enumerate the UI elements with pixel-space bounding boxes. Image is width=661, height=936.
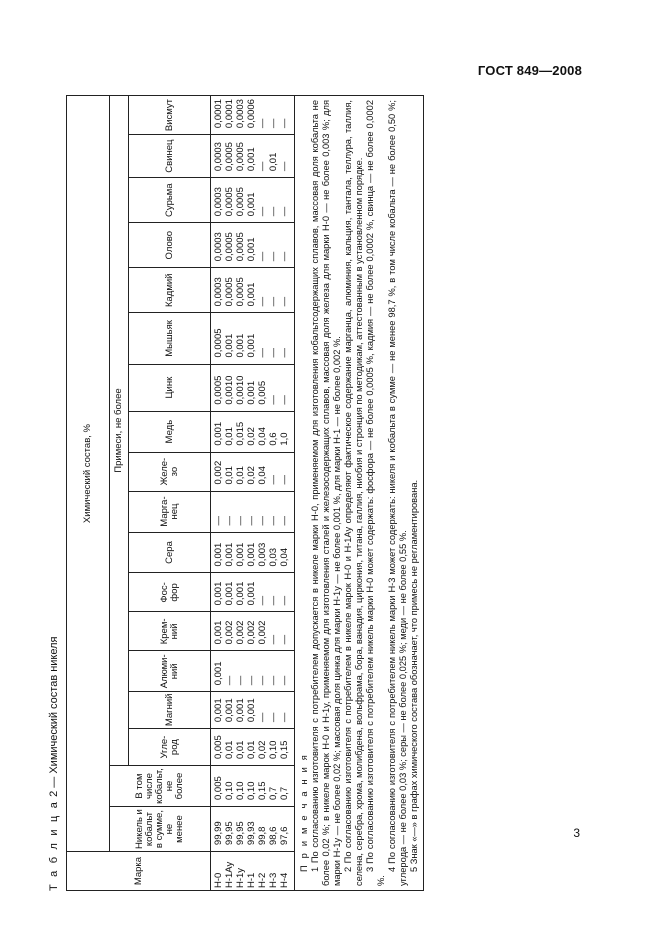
value-cell: 0,0003 [211,268,226,313]
value-cell: — [280,135,295,178]
value-cell: — [258,573,269,612]
value-cell: 0,001 [247,532,258,573]
value-cell: — [280,692,295,729]
value-cell: 0,10 [236,766,247,807]
notes-title: П р и м е ч а н и я [299,752,309,872]
value-cell: 0,0005 [211,364,226,411]
value-cell: 0,003 [258,532,269,573]
value-cell: — [247,651,258,692]
value-cell: 0,03 [269,532,280,573]
value-cell: 0,0005 [225,135,236,178]
value-cell: — [269,573,280,612]
value-cell: 0,001 [225,692,236,729]
value-cell: 0,002 [211,452,226,491]
value-cell: — [247,491,258,532]
value-cell: 0,001 [247,573,258,612]
page-number: 3 [573,826,580,840]
value-cell: — [269,178,280,223]
col-header-antimony: Сурьма [129,178,211,223]
value-cell: 0,0005 [236,178,247,223]
rotated-table-block [48,95,608,891]
value-cell: — [269,223,280,268]
value-cell: 0,0010 [236,364,247,411]
value-cell: 0,10 [225,766,236,807]
value-cell: 0,005 [211,729,226,766]
col-header-tin: Олово [129,223,211,268]
value-cell: — [269,268,280,313]
value-cell: 0,01 [236,729,247,766]
value-cell: 0,001 [211,651,226,692]
col-header-nickel-cobalt: Никель и кобальт в сумме, не менее [110,807,211,852]
value-cell: 0,01 [225,411,236,452]
value-cell: — [225,651,236,692]
value-cell: 0,001 [211,532,226,573]
value-cell: 99,8 [258,807,269,852]
col-header-cadmium: Кадмий [129,268,211,313]
value-cell: 0,10 [269,729,280,766]
col-header-zinc: Цинк [129,364,211,411]
value-cell: 0,001 [236,532,247,573]
value-cell: 99,93 [247,807,258,852]
col-header-arsenic: Мышьяк [129,313,211,364]
value-cell: — [258,135,269,178]
value-cell: 0,001 [211,612,226,651]
note-2: 2 По согласованию изготовителя с потребителем в никеле марок Н-0 и Н-1Ау определяют фактическое содержание марганца, алюминия, кальция, тантала, теллура, таллия, селена, серебра, хрома, молибдена, вольфрама, бора, ванадия, циркония, титана, галлия, ниобия и стронция по методикам, аттестованным в установленном порядке. [342,100,364,886]
value-cell: 0,02 [247,452,258,491]
impurities-header: Примеси, не более [110,96,129,766]
value-cell: 0,001 [211,692,226,729]
caption-lead: Т а б л и ц а [48,799,60,891]
grade-cell: Н-3 [269,852,280,891]
caption-text: 2 — Химический состав никеля [48,636,60,800]
value-cell: 0,0005 [211,313,226,364]
col-header-grade: Марка [67,852,211,891]
table-body [211,96,295,891]
value-cell: 0,001 [225,573,236,612]
value-cell: — [236,651,247,692]
value-cell: 0,001 [225,532,236,573]
value-cell: 0,0005 [236,223,247,268]
grade-cell: Н-4 [280,852,295,891]
value-cell: 0,0005 [236,135,247,178]
value-cell: 0,04 [258,452,269,491]
value-cell: 0,10 [247,766,258,807]
value-cell: 0,0005 [225,178,236,223]
value-cell: 0,001 [247,223,258,268]
grade-cell: Н-1 [247,852,258,891]
value-cell: 0,001 [247,313,258,364]
value-cell: 0,7 [269,766,280,807]
value-cell: 0,04 [258,411,269,452]
value-cell: — [280,452,295,491]
value-cell: — [269,452,280,491]
value-cell: 0,001 [247,692,258,729]
table-row [211,96,226,891]
value-cell: 0,0003 [211,223,226,268]
value-cell: 0,001 [247,268,258,313]
value-cell: 99,99 [211,807,226,852]
value-cell: 97,6 [280,807,295,852]
value-cell: 0,015 [236,411,247,452]
value-cell: 0,01 [247,729,258,766]
grade-cell: Н-2 [258,852,269,891]
value-cell: 0,001 [236,692,247,729]
value-cell: — [269,692,280,729]
value-cell: — [225,491,236,532]
col-header-lead: Свинец [129,135,211,178]
value-cell: 0,002 [236,612,247,651]
value-cell: — [280,612,295,651]
col-header-cobalt: В том числе кобальт, не более [110,766,211,807]
value-cell: — [280,573,295,612]
value-cell: 0,001 [247,135,258,178]
grade-cell: Н-0 [211,852,226,891]
value-cell: 0,04 [280,532,295,573]
col-header-manganese: Марга-нец [129,491,211,532]
col-header-bismuth: Висмут [129,96,211,135]
note-3: 3 По согласованию изготовителя с потребителем никель марки Н-0 может содержать: фосфора — не более 0,0005 %, кадмия — не более 0,0002 %, свинца — не более 0,0002 %. [364,100,386,886]
value-cell: 0,001 [247,178,258,223]
value-cell: 98,6 [269,807,280,852]
value-cell: 0,15 [258,766,269,807]
value-cell: 99,95 [225,807,236,852]
value-cell: — [258,96,269,135]
value-cell: — [258,651,269,692]
grade-cell: Н-1Ау [225,852,236,891]
value-cell: 0,002 [258,612,269,651]
value-cell: 0,005 [258,364,269,411]
value-cell: 0,02 [247,411,258,452]
value-cell: 0,0001 [211,96,226,135]
value-cell: 0,001 [236,313,247,364]
value-cell: 0,0006 [247,96,258,135]
note-5: 5 Знак «—» в графах химического состава обозначает, что примесь не регламентирована. [408,479,419,872]
value-cell: — [280,364,295,411]
value-cell: 0,7 [280,766,295,807]
value-cell: 0,0005 [236,268,247,313]
table-row [280,96,295,891]
value-cell: — [258,178,269,223]
value-cell: — [258,268,269,313]
col-header-iron: Желе-зо [129,452,211,491]
value-cell: 0,001 [211,411,226,452]
col-header-aluminium: Алюми-ний [129,651,211,692]
value-cell: — [269,612,280,651]
note-4: 4 По согласованию изготовителя с потребителем никель марки Н-3 может содержать: никеля и кобальта в сумме — не менее 98,7 %, в том числе кобальта — не более 0,50 %; углерода — не более 0,03 %; серы — не более 0,025 %; меди — не более 0,55 %. [386,100,408,886]
value-cell: 0,0001 [225,96,236,135]
value-cell: — [258,491,269,532]
value-cell: — [280,178,295,223]
value-cell: 0,15 [280,729,295,766]
value-cell: — [280,96,295,135]
value-cell: — [269,364,280,411]
value-cell: 0,001 [236,573,247,612]
value-cell: — [258,313,269,364]
value-cell: — [269,313,280,364]
value-cell: 0,002 [247,612,258,651]
value-cell: 0,0005 [225,223,236,268]
value-cell: 0,0005 [225,268,236,313]
value-cell: 0,002 [225,612,236,651]
col-header-carbon: Угле-род [129,729,211,766]
col-header-magnesium: Магний [129,692,211,729]
value-cell: 0,6 [269,411,280,452]
value-cell: 0,0003 [211,178,226,223]
value-cell: — [280,313,295,364]
value-cell: — [258,692,269,729]
value-cell: 0,001 [211,573,226,612]
standard-designation: ГОСТ 849—2008 [477,63,582,78]
value-cell: 0,0003 [211,135,226,178]
value-cell: — [280,223,295,268]
value-cell: 0,01 [225,452,236,491]
value-cell: — [280,491,295,532]
col-header-copper: Медь [129,411,211,452]
value-cell: — [269,651,280,692]
value-cell: — [280,651,295,692]
value-cell: — [280,268,295,313]
value-cell: — [269,96,280,135]
value-cell: — [211,491,226,532]
value-cell: — [258,223,269,268]
value-cell: 0,02 [258,729,269,766]
grade-cell: Н-1у [236,852,247,891]
group-header: Химический состав, % [67,96,110,852]
notes-cell [295,96,424,891]
value-cell: — [236,491,247,532]
value-cell: 0,0003 [236,96,247,135]
value-cell: 0,01 [236,452,247,491]
chemical-composition-table [66,95,424,891]
value-cell: 0,01 [269,135,280,178]
col-header-silicon: Крем-ний [129,612,211,651]
value-cell: 99,95 [236,807,247,852]
value-cell: 0,0010 [225,364,236,411]
value-cell: 0,01 [225,729,236,766]
value-cell: 0,001 [225,313,236,364]
value-cell: 1,0 [280,411,295,452]
table-caption [48,637,60,892]
note-1: 1 По согласованию изготовителя с потребителем допускается в никеле марки Н-0, применяемом для изготовления кобальтсодержащих сплавов, массовая доля кобальта не более 0,02 %; в никеле марок Н-0 и Н-1у, применяемом для изготовления сталей и железосодержащих сплавов, массовая доля железа для марки Н-0 — не более 0,003 %; для марки Н-1у — не более 0,02 %; массовая доля цинка для марки Н-1у — не более 0,001 %, для марки Н-1 — не более 0,002 %. [309,100,342,886]
value-cell: 0,005 [211,766,226,807]
value-cell: 0,001 [247,364,258,411]
col-header-phosphorus: Фос-фор [129,573,211,612]
col-header-sulfur: Сера [129,532,211,573]
value-cell: — [269,491,280,532]
